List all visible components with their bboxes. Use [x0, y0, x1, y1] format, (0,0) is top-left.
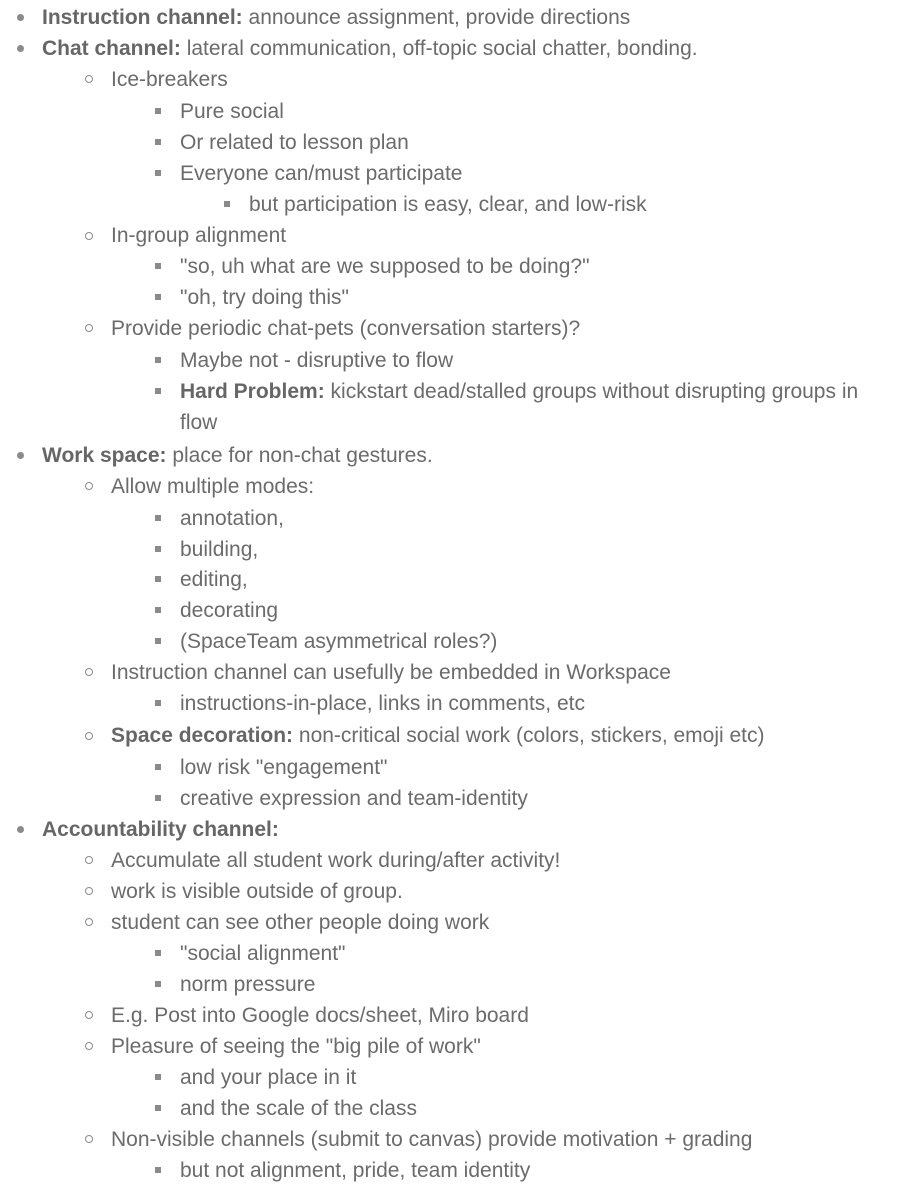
item-heading: Hard Problem: [180, 380, 325, 403]
list-item-chat-channel [42, 33, 698, 64]
item-heading: Accountability channel: [42, 818, 279, 841]
list-item-work-space [42, 440, 433, 471]
list-item: editing, [180, 568, 248, 591]
circle-bullet-icon [85, 887, 93, 895]
square-bullet-icon [155, 700, 161, 706]
list-item: norm pressure [180, 973, 316, 996]
circle-bullet-icon [85, 732, 93, 740]
list-item-hard-problem [180, 376, 900, 438]
list-item: "so, uh what are we supposed to be doing?" [180, 255, 590, 278]
list-item: creative expression and team-identity [180, 787, 528, 810]
square-bullet-icon [155, 607, 161, 613]
disc-bullet-icon [17, 826, 24, 833]
item-text: announce assignment, provide directions [242, 6, 631, 29]
list-item: decorating [180, 599, 279, 622]
circle-bullet-icon [85, 75, 93, 83]
list-item: "social alignment" [180, 942, 346, 965]
square-bullet-icon [155, 1074, 161, 1080]
list-item: Accumulate all student work during/after activity! [111, 849, 561, 872]
list-item: Maybe not - disruptive to flow [180, 349, 454, 372]
square-bullet-icon [155, 357, 161, 363]
list-item: work is visible outside of group. [111, 880, 403, 903]
square-bullet-icon [155, 576, 161, 582]
list-item-embedded: Instruction channel can usefully be embedded in Workspace [111, 661, 671, 684]
list-item: building, [180, 538, 259, 561]
circle-bullet-icon [85, 482, 93, 490]
list-item: and the scale of the class [180, 1097, 417, 1120]
list-item-pleasure: Pleasure of seeing the "big pile of work" [111, 1035, 481, 1058]
circle-bullet-icon [85, 232, 93, 240]
circle-bullet-icon [85, 324, 93, 332]
square-bullet-icon [155, 764, 161, 770]
list-item: but not alignment, pride, team identity [180, 1159, 531, 1182]
circle-bullet-icon [85, 1011, 93, 1019]
item-text: lateral communication, off-topic social chatter, bonding. [180, 37, 698, 60]
list-item: low risk "engagement" [180, 756, 388, 779]
item-heading: Chat channel: [42, 37, 181, 60]
disc-bullet-icon [17, 14, 24, 21]
item-text: non-critical social work (colors, stickers, emoji etc) [293, 724, 765, 747]
square-bullet-icon [155, 515, 161, 521]
square-bullet-icon [155, 294, 161, 300]
list-item-non-visible: Non-visible channels (submit to canvas) provide motivation + grading [111, 1128, 753, 1151]
circle-bullet-icon [85, 1042, 93, 1050]
item-heading: Space decoration: [111, 724, 294, 747]
list-item-instruction-channel [42, 2, 630, 33]
square-bullet-icon [224, 201, 230, 207]
square-bullet-icon [155, 950, 161, 956]
square-bullet-icon [155, 263, 161, 269]
list-item: but participation is easy, clear, and low-risk [249, 193, 647, 216]
square-bullet-icon [155, 546, 161, 552]
list-item-modes: Allow multiple modes: [111, 475, 315, 498]
disc-bullet-icon [17, 45, 24, 52]
list-item: Or related to lesson plan [180, 131, 409, 154]
list-item: E.g. Post into Google docs/sheet, Miro board [111, 1004, 529, 1027]
list-item: student can see other people doing work [111, 911, 490, 934]
square-bullet-icon [155, 795, 161, 801]
square-bullet-icon [155, 1105, 161, 1111]
item-text: place for non-chat gestures. [166, 444, 433, 467]
list-item-chat-pets: Provide periodic chat-pets (conversation starters)? [111, 317, 581, 340]
item-heading: Instruction channel: [42, 6, 243, 29]
list-item: (SpaceTeam asymmetrical roles?) [180, 630, 498, 653]
circle-bullet-icon [85, 856, 93, 864]
list-item: instructions-in-place, links in comments, etc [180, 692, 585, 715]
circle-bullet-icon [85, 1135, 93, 1143]
circle-bullet-icon [85, 918, 93, 926]
list-item: annotation, [180, 507, 284, 530]
list-item-accountability-channel [42, 814, 279, 845]
square-bullet-icon [155, 388, 161, 394]
square-bullet-icon [155, 170, 161, 176]
item-heading: Work space: [42, 444, 167, 467]
square-bullet-icon [155, 108, 161, 114]
circle-bullet-icon [85, 668, 93, 676]
list-item: Pure social [180, 100, 284, 123]
list-item-icebreakers: Ice-breakers [111, 68, 228, 91]
disc-bullet-icon [17, 452, 24, 459]
list-item-in-group-alignment: In-group alignment [111, 224, 287, 247]
list-item: "oh, try doing this" [180, 286, 349, 309]
square-bullet-icon [155, 638, 161, 644]
square-bullet-icon [155, 1167, 161, 1173]
item-text: kickstart dead/stalled groups without disrupting groups in flow [180, 380, 859, 434]
square-bullet-icon [155, 139, 161, 145]
square-bullet-icon [155, 981, 161, 987]
list-item: and your place in it [180, 1066, 357, 1089]
list-item: Everyone can/must participate [180, 162, 463, 185]
list-item-space-decoration [111, 720, 765, 751]
